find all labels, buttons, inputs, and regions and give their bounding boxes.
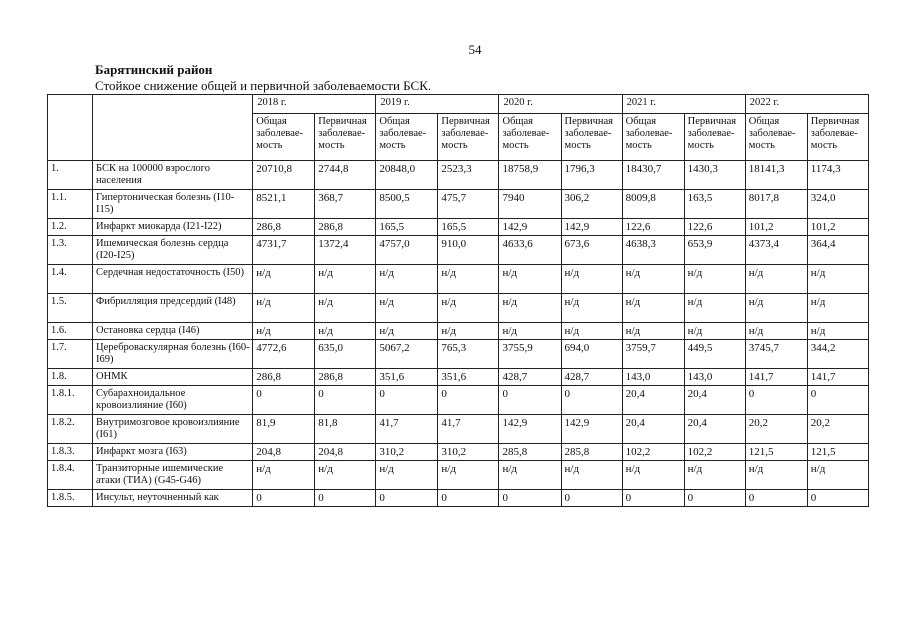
primary-morbidity-value: н/д (807, 294, 868, 323)
primary-morbidity-value: н/д (561, 323, 622, 340)
primary-morbidity-value: 324,0 (807, 190, 868, 219)
primary-morbidity-value: 121,5 (807, 444, 868, 461)
header-num-cell (48, 95, 93, 161)
general-morbidity-value: н/д (622, 323, 684, 340)
general-morbidity-value: 102,2 (622, 444, 684, 461)
general-morbidity-value: 310,2 (376, 444, 438, 461)
row-number: 1.4. (48, 265, 93, 294)
general-morbidity-value: н/д (253, 294, 315, 323)
general-morbidity-value: 101,2 (745, 219, 807, 236)
primary-morbidity-value: 0 (315, 490, 376, 507)
general-morbidity-header: Общая заболевае-мость (376, 114, 438, 161)
indicator-name: Остановка сердца (I46) (93, 323, 253, 340)
indicator-name: Инфаркт миокарда (I21-I22) (93, 219, 253, 236)
primary-morbidity-value: 41,7 (438, 415, 499, 444)
primary-morbidity-value: н/д (438, 461, 499, 490)
general-morbidity-value: 41,7 (376, 415, 438, 444)
general-morbidity-value: 0 (745, 490, 807, 507)
primary-morbidity-value: н/д (684, 265, 745, 294)
general-morbidity-value: 4633,6 (499, 236, 561, 265)
general-morbidity-value: 4757,0 (376, 236, 438, 265)
general-morbidity-value: н/д (253, 323, 315, 340)
primary-morbidity-value: 101,2 (807, 219, 868, 236)
general-morbidity-value: н/д (499, 461, 561, 490)
primary-morbidity-value: 765,3 (438, 340, 499, 369)
general-morbidity-value: н/д (499, 265, 561, 294)
general-morbidity-value: н/д (499, 294, 561, 323)
primary-morbidity-value: 141,7 (807, 369, 868, 386)
table-row (48, 161, 869, 190)
primary-morbidity-value: н/д (684, 461, 745, 490)
general-morbidity-value: 0 (622, 490, 684, 507)
general-morbidity-value: 121,5 (745, 444, 807, 461)
general-morbidity-value: 18141,3 (745, 161, 807, 190)
general-morbidity-value: 4772,6 (253, 340, 315, 369)
general-morbidity-value: 18758,9 (499, 161, 561, 190)
general-morbidity-value: н/д (745, 323, 807, 340)
primary-morbidity-value: 20,4 (684, 415, 745, 444)
primary-morbidity-value: 673,6 (561, 236, 622, 265)
primary-morbidity-value: 20,2 (807, 415, 868, 444)
primary-morbidity-value: н/д (315, 265, 376, 294)
primary-morbidity-value: 1174,3 (807, 161, 868, 190)
table-row (48, 265, 869, 294)
indicator-name: Гипертоническая болезнь (I10-I15) (93, 190, 253, 219)
district-heading: Барятинский район (95, 62, 213, 77)
primary-morbidity-value: 142,9 (561, 415, 622, 444)
row-number: 1.8.3. (48, 444, 93, 461)
table-row (48, 340, 869, 369)
general-morbidity-value: н/д (376, 265, 438, 294)
primary-morbidity-value: 364,4 (807, 236, 868, 265)
primary-morbidity-value: 163,5 (684, 190, 745, 219)
row-number: 1.8.2. (48, 415, 93, 444)
year-header-row (48, 95, 869, 114)
morbidity-table (47, 94, 869, 507)
general-morbidity-value: 0 (745, 386, 807, 415)
general-morbidity-value: 142,9 (499, 415, 561, 444)
general-morbidity-value: 8017,8 (745, 190, 807, 219)
row-number: 1.6. (48, 323, 93, 340)
row-number: 1.7. (48, 340, 93, 369)
general-morbidity-value: 286,8 (253, 219, 315, 236)
primary-morbidity-value: 0 (315, 386, 376, 415)
row-number: 1.8.1. (48, 386, 93, 415)
general-morbidity-header: Общая заболевае-мость (499, 114, 561, 161)
indicator-name: Транзиторные ишемические атаки (ТИА) (G45-G46) (93, 461, 253, 490)
year-header: 2022 г. (745, 95, 868, 114)
primary-morbidity-value: 694,0 (561, 340, 622, 369)
general-morbidity-value: 165,5 (376, 219, 438, 236)
primary-morbidity-value: 0 (561, 386, 622, 415)
table-row (48, 386, 869, 415)
primary-morbidity-value: н/д (807, 265, 868, 294)
general-morbidity-value: н/д (253, 461, 315, 490)
indicator-name: ОНМК (93, 369, 253, 386)
primary-morbidity-value: 204,8 (315, 444, 376, 461)
general-morbidity-value: 0 (253, 386, 315, 415)
primary-morbidity-value: 475,7 (438, 190, 499, 219)
general-morbidity-value: н/д (376, 323, 438, 340)
primary-morbidity-value: 285,8 (561, 444, 622, 461)
primary-morbidity-value: 286,8 (315, 219, 376, 236)
primary-morbidity-value: н/д (315, 294, 376, 323)
primary-morbidity-header: Первичная заболевае-мость (438, 114, 499, 161)
primary-morbidity-value: 310,2 (438, 444, 499, 461)
general-morbidity-value: н/д (745, 294, 807, 323)
general-morbidity-value: 122,6 (622, 219, 684, 236)
table-header (48, 95, 869, 161)
general-morbidity-value: 0 (499, 490, 561, 507)
table-row (48, 444, 869, 461)
primary-morbidity-value: 165,5 (438, 219, 499, 236)
general-morbidity-value: 143,0 (622, 369, 684, 386)
page-number: 54 (468, 42, 482, 57)
general-morbidity-value: 285,8 (499, 444, 561, 461)
general-morbidity-value: 7940 (499, 190, 561, 219)
primary-morbidity-value: 0 (807, 490, 868, 507)
general-morbidity-value: 4638,3 (622, 236, 684, 265)
row-number: 1.8. (48, 369, 93, 386)
primary-morbidity-value: н/д (438, 323, 499, 340)
table-row (48, 190, 869, 219)
year-header: 2020 г. (499, 95, 622, 114)
general-morbidity-value: н/д (745, 265, 807, 294)
primary-morbidity-value: 0 (807, 386, 868, 415)
primary-morbidity-value: 0 (438, 386, 499, 415)
general-morbidity-value: 0 (376, 386, 438, 415)
general-morbidity-value: 20,4 (622, 386, 684, 415)
primary-morbidity-value: н/д (315, 323, 376, 340)
general-morbidity-header: Общая заболевае-мость (745, 114, 807, 161)
primary-morbidity-header: Первичная заболевае-мость (315, 114, 376, 161)
general-morbidity-value: 0 (499, 386, 561, 415)
row-number: 1.1. (48, 190, 93, 219)
primary-morbidity-value: н/д (807, 323, 868, 340)
row-number: 1.3. (48, 236, 93, 265)
table-row (48, 323, 869, 340)
primary-morbidity-value: 20,4 (684, 386, 745, 415)
general-morbidity-value: 3755,9 (499, 340, 561, 369)
table-row (48, 461, 869, 490)
table-row (48, 490, 869, 507)
primary-morbidity-value: 306,2 (561, 190, 622, 219)
indicator-name: Субарахноидальное кровоизлияние (I60) (93, 386, 253, 415)
general-morbidity-value: 0 (376, 490, 438, 507)
general-morbidity-header: Общая заболевае-мость (253, 114, 315, 161)
table-row (48, 415, 869, 444)
indicator-name: БСК на 100000 взрослого населения (93, 161, 253, 190)
primary-morbidity-value: 1372,4 (315, 236, 376, 265)
table-row (48, 369, 869, 386)
general-morbidity-value: 351,6 (376, 369, 438, 386)
general-morbidity-value: 18430,7 (622, 161, 684, 190)
general-morbidity-value: 3759,7 (622, 340, 684, 369)
row-number: 1.5. (48, 294, 93, 323)
table-row (48, 294, 869, 323)
general-morbidity-value: 142,9 (499, 219, 561, 236)
general-morbidity-value: н/д (622, 265, 684, 294)
indicator-name: Инфаркт мозга (I63) (93, 444, 253, 461)
general-morbidity-value: 8500,5 (376, 190, 438, 219)
primary-morbidity-value: 344,2 (807, 340, 868, 369)
primary-morbidity-value: 286,8 (315, 369, 376, 386)
general-morbidity-value: 3745,7 (745, 340, 807, 369)
primary-morbidity-value: 428,7 (561, 369, 622, 386)
general-morbidity-value: 286,8 (253, 369, 315, 386)
indicator-name: Цереброваскулярная болезнь (I60-I69) (93, 340, 253, 369)
general-morbidity-value: 20,4 (622, 415, 684, 444)
header-name-cell (93, 95, 253, 161)
table-row (48, 219, 869, 236)
primary-morbidity-value: 351,6 (438, 369, 499, 386)
primary-morbidity-value: 1796,3 (561, 161, 622, 190)
primary-morbidity-value: 653,9 (684, 236, 745, 265)
primary-morbidity-value: 1430,3 (684, 161, 745, 190)
primary-morbidity-value: 0 (684, 490, 745, 507)
general-morbidity-value: 428,7 (499, 369, 561, 386)
indicator-name: Внутримозговое кровоизлияние (I61) (93, 415, 253, 444)
primary-morbidity-value: н/д (438, 265, 499, 294)
table-caption: Стойкое снижение общей и первичной заболеваемости БСК. (95, 78, 432, 93)
primary-morbidity-value: 635,0 (315, 340, 376, 369)
general-morbidity-value: н/д (499, 323, 561, 340)
primary-morbidity-value: н/д (561, 461, 622, 490)
general-morbidity-value: н/д (376, 294, 438, 323)
general-morbidity-value: н/д (745, 461, 807, 490)
indicator-name: Ишемическая болезнь сердца (I20-I25) (93, 236, 253, 265)
primary-morbidity-value: 81,8 (315, 415, 376, 444)
table-body (48, 161, 869, 507)
primary-morbidity-value: н/д (561, 294, 622, 323)
general-morbidity-value: н/д (622, 294, 684, 323)
general-morbidity-value: 4731,7 (253, 236, 315, 265)
primary-morbidity-value: н/д (684, 294, 745, 323)
primary-morbidity-value: 143,0 (684, 369, 745, 386)
primary-morbidity-value: 368,7 (315, 190, 376, 219)
general-morbidity-value: н/д (376, 461, 438, 490)
general-morbidity-value: 20848,0 (376, 161, 438, 190)
indicator-name: Фибрилляция предсердий (I48) (93, 294, 253, 323)
general-morbidity-header: Общая заболевае-мость (622, 114, 684, 161)
primary-morbidity-value: 2744,8 (315, 161, 376, 190)
row-number: 1.8.5. (48, 490, 93, 507)
indicator-name: Сердечная недостаточность (I50) (93, 265, 253, 294)
primary-morbidity-value: 102,2 (684, 444, 745, 461)
general-morbidity-value: 4373,4 (745, 236, 807, 265)
primary-morbidity-header: Первичная заболевае-мость (561, 114, 622, 161)
general-morbidity-value: 20,2 (745, 415, 807, 444)
general-morbidity-value: 20710,8 (253, 161, 315, 190)
primary-morbidity-value: н/д (561, 265, 622, 294)
primary-morbidity-value: н/д (315, 461, 376, 490)
general-morbidity-value: 0 (253, 490, 315, 507)
primary-morbidity-value: н/д (807, 461, 868, 490)
primary-morbidity-value: н/д (684, 323, 745, 340)
primary-morbidity-value: 449,5 (684, 340, 745, 369)
general-morbidity-value: 141,7 (745, 369, 807, 386)
primary-morbidity-value: 142,9 (561, 219, 622, 236)
general-morbidity-value: 81,9 (253, 415, 315, 444)
year-header: 2018 г. (253, 95, 376, 114)
row-number: 1.8.4. (48, 461, 93, 490)
general-morbidity-value: 204,8 (253, 444, 315, 461)
general-morbidity-value: н/д (622, 461, 684, 490)
primary-morbidity-value: н/д (438, 294, 499, 323)
row-number: 1. (48, 161, 93, 190)
general-morbidity-value: 8521,1 (253, 190, 315, 219)
table-row (48, 236, 869, 265)
primary-morbidity-value: 2523,3 (438, 161, 499, 190)
primary-morbidity-value: 122,6 (684, 219, 745, 236)
primary-morbidity-value: 910,0 (438, 236, 499, 265)
indicator-name: Инсульт, неуточненный как (93, 490, 253, 507)
general-morbidity-value: 8009,8 (622, 190, 684, 219)
year-header: 2021 г. (622, 95, 745, 114)
primary-morbidity-header: Первичная заболевае-мость (684, 114, 745, 161)
general-morbidity-value: 5067,2 (376, 340, 438, 369)
primary-morbidity-header: Первичная заболевае-мость (807, 114, 868, 161)
row-number: 1.2. (48, 219, 93, 236)
primary-morbidity-value: 0 (438, 490, 499, 507)
primary-morbidity-value: 0 (561, 490, 622, 507)
year-header: 2019 г. (376, 95, 499, 114)
general-morbidity-value: н/д (253, 265, 315, 294)
